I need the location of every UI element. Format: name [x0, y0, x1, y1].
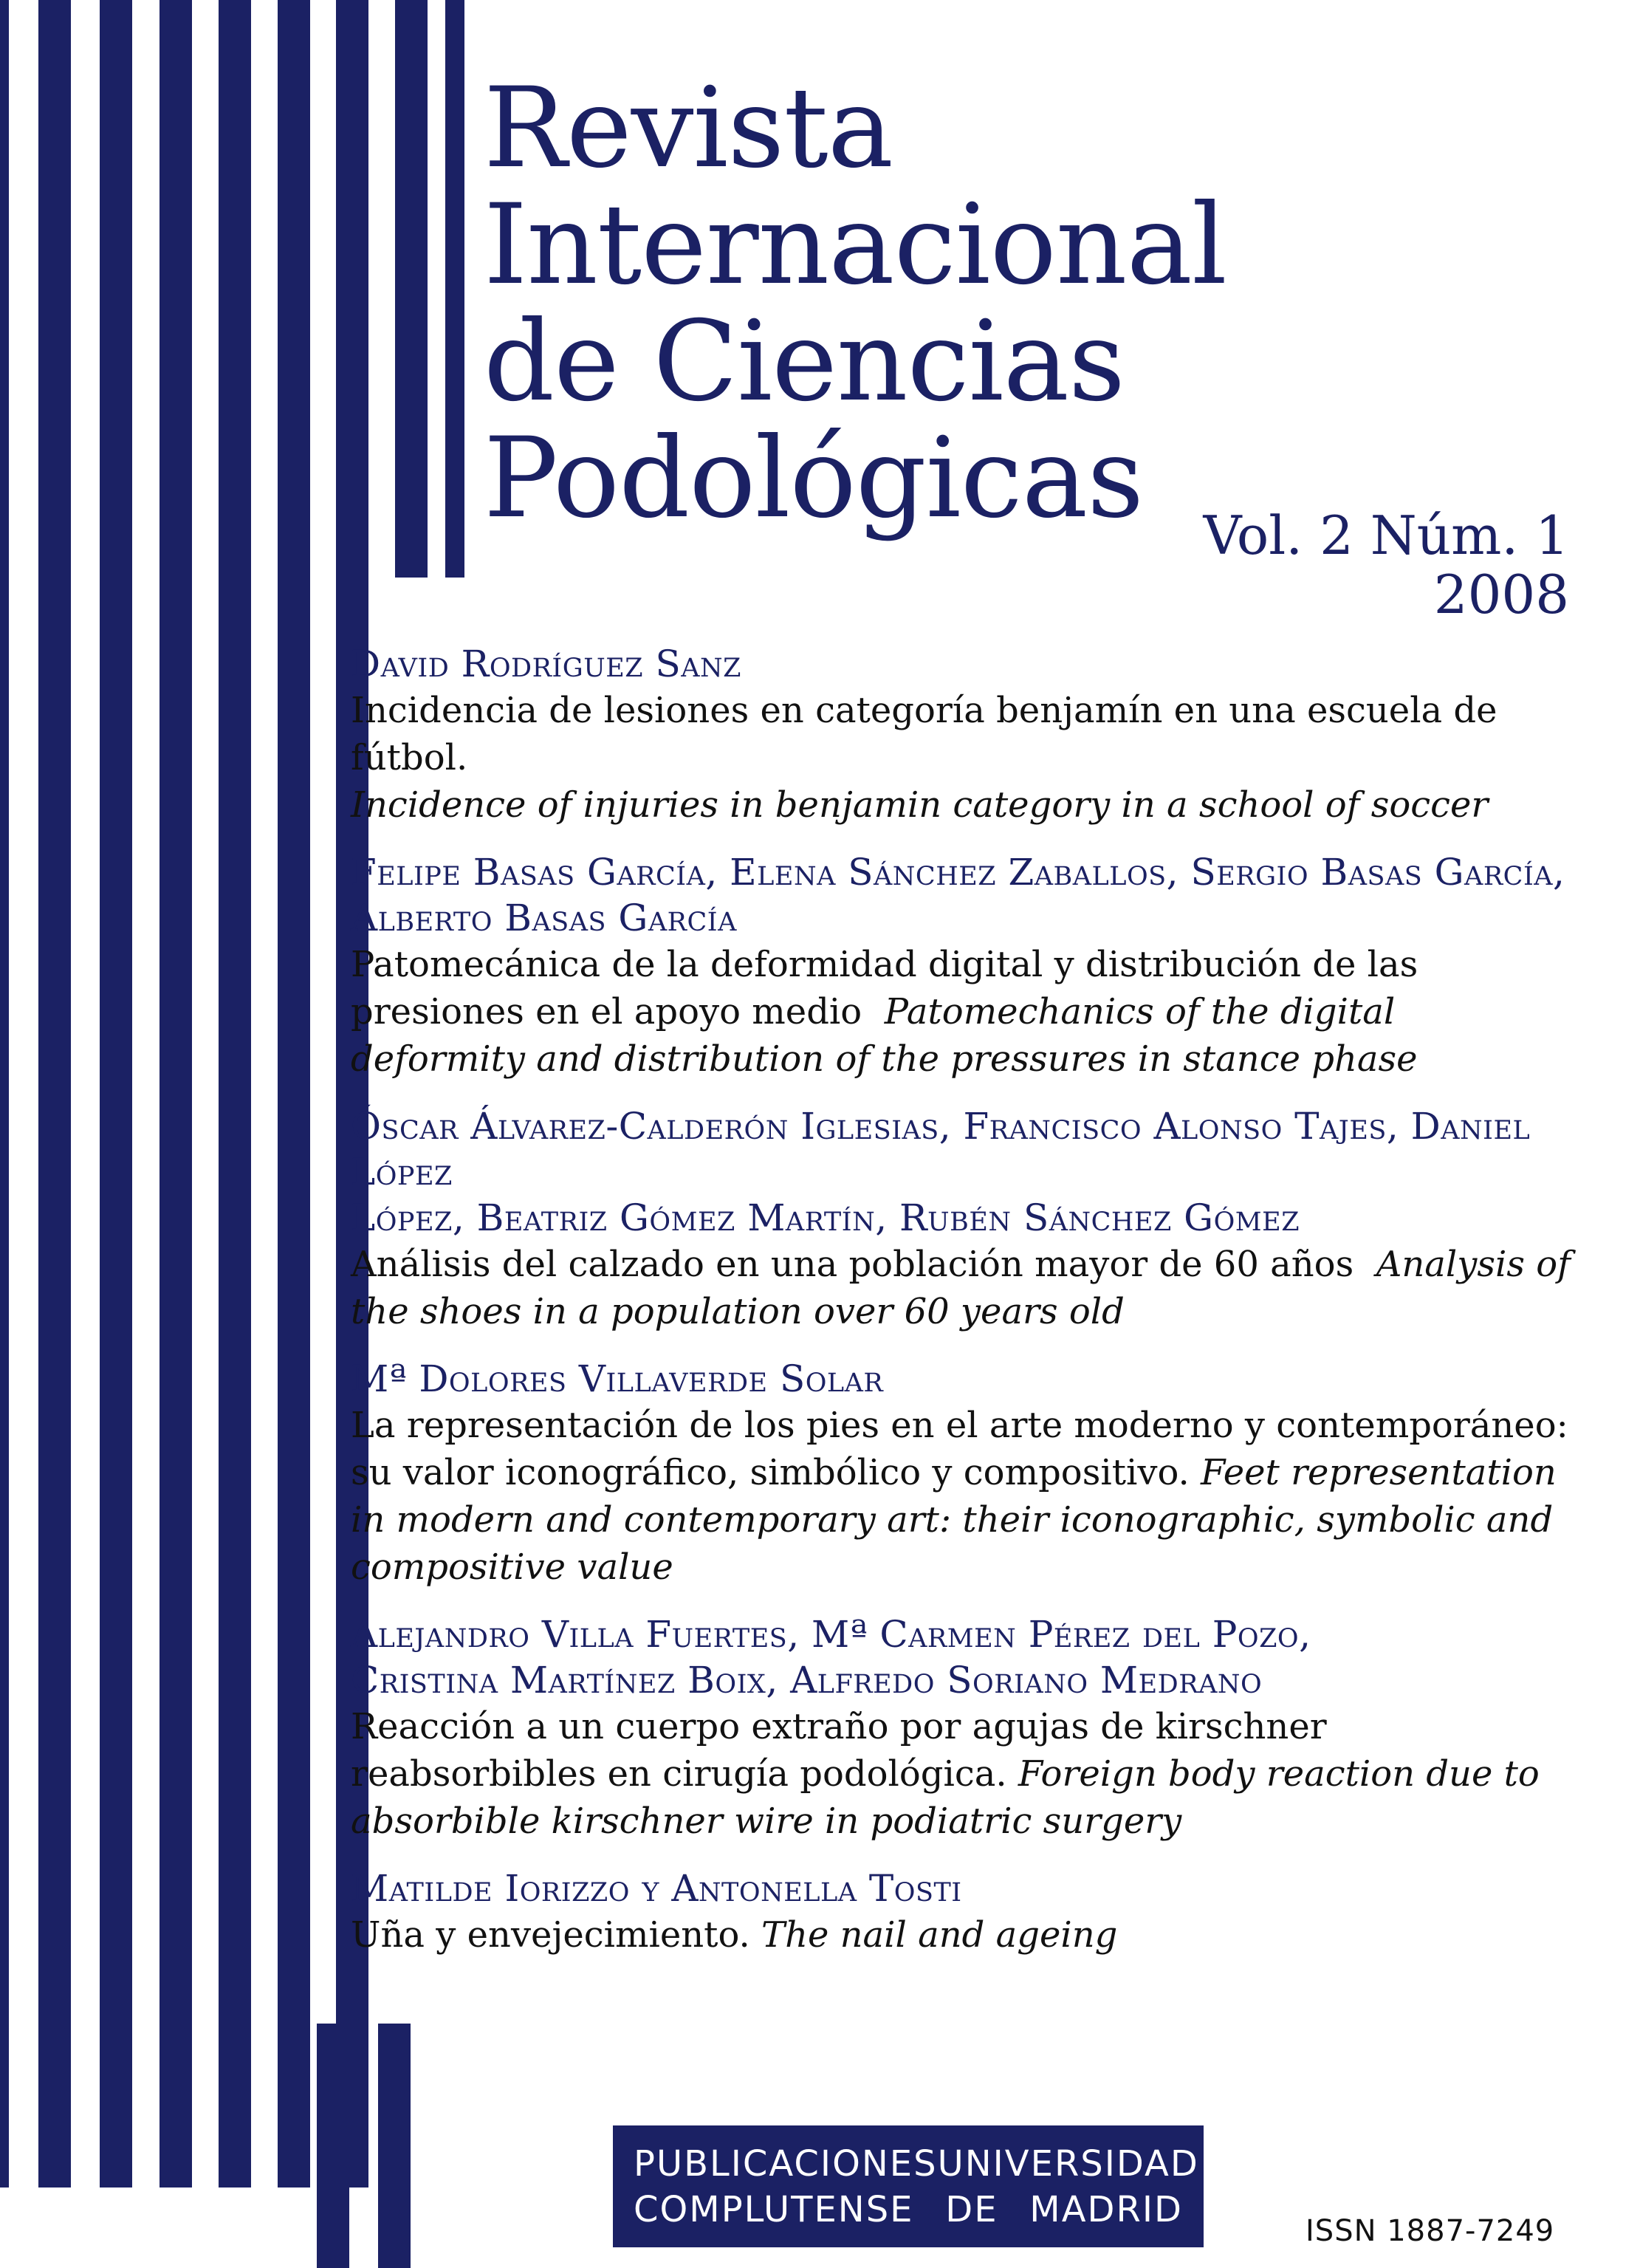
issn-label: ISSN 1887-7249 [1306, 2214, 1555, 2248]
article-authors: Matilde Iorizzo y Antonella Tosti [351, 1867, 962, 1910]
title-en: Patomechanics of the digital deformity and distribution of the pressures in stance phase [351, 991, 1418, 1080]
title-en: Foreign body reaction due to absorbible kirschner wire in podiatric surgery [351, 1753, 1540, 1842]
article-authors: David Rodríguez Sanz [351, 643, 741, 685]
publisher-box [613, 2125, 1204, 2247]
article-authors [351, 1103, 1576, 1241]
title-line: de Ciencias [484, 298, 1125, 426]
stripe [100, 0, 132, 2188]
title-es: Análisis del calzado en una población mayor de 60 años [351, 1244, 1354, 1285]
stripe [378, 2024, 411, 2268]
stripe [317, 2024, 349, 2268]
article-entry [351, 1356, 1576, 1591]
stripe [278, 0, 310, 2188]
publisher-word: MADRID [1029, 2188, 1183, 2230]
article-entry [351, 1103, 1576, 1335]
article-entry [351, 1866, 1576, 1959]
title-es: La representación de los pies en el arte moderno y contemporáneo: su valor iconográfico, simbólico y compositivo. [351, 1405, 1568, 1493]
stripe [445, 0, 464, 578]
stripe [395, 0, 428, 578]
article-authors [351, 849, 1576, 941]
title-es: Incidencia de lesiones en categoría benjamín en una escuela de fútbol. [351, 690, 1497, 778]
author-line: Cristina Martínez Boix, Alfredo Soriano Medrano [351, 1659, 1263, 1702]
journal-title [484, 64, 1591, 543]
publisher-word: DE [945, 2188, 998, 2230]
publisher-word: UNIVERSIDAD [937, 2142, 1199, 2185]
article-titles [351, 1402, 1576, 1591]
volume-info: Vol. 2 Núm. 1 2008 [1203, 504, 1569, 626]
article-entry [351, 641, 1576, 829]
author-line: López, Beatriz Gómez Martín, Rubén Sánchez Gómez [351, 1196, 1300, 1239]
title-en: Incidence of injuries in benjamin category in a school of soccer [351, 784, 1489, 826]
article-titles [351, 1911, 1576, 1959]
stripe [0, 0, 9, 2188]
title-line: Podológicas [484, 414, 1144, 543]
publisher-word: PUBLICACIONES [634, 2142, 938, 2185]
title-es: Patomecánica de la deformidad digital y distribución de las presiones en el apoyo medio [351, 944, 1418, 1032]
publisher-row [634, 2187, 1183, 2233]
article-entry [351, 849, 1576, 1083]
article-titles [351, 1241, 1576, 1335]
title-en: Analysis of the shoes in a population over 60 years old [351, 1244, 1571, 1332]
table-of-contents [351, 641, 1576, 1979]
title-es: Reacción a un cuerpo extraño por agujas de kirschner reabsorbibles en cirugía podológica. [351, 1706, 1327, 1795]
title-en: Feet representation in modern and contemporary art: their iconographic, symbolic and compositive value [351, 1452, 1557, 1588]
article-titles [351, 687, 1576, 829]
publisher-word: COMPLUTENSE [634, 2188, 914, 2230]
article-authors [351, 1611, 1576, 1703]
author-line: Alberto Basas García [351, 897, 737, 939]
title-es: Uña y envejecimiento. [351, 1914, 750, 1956]
stripe [38, 0, 71, 2188]
stripe [159, 0, 192, 2188]
article-titles [351, 941, 1576, 1083]
stripe [219, 0, 251, 2188]
article-authors: Mª Dolores Villaverde Solar [351, 1357, 884, 1400]
author-line: Alejandro Villa Fuertes, Mª Carmen Pérez del Pozo, [351, 1613, 1311, 1656]
article-entry [351, 1611, 1576, 1845]
title-en: The nail and ageing [761, 1914, 1118, 1956]
author-line: Felipe Basas García, Elena Sánchez Zaballos, Sergio Basas García, [351, 851, 1565, 894]
publisher-row [634, 2141, 1199, 2187]
author-line: Óscar Álvarez-Calderón Iglesias, Francisco Alonso Tajes, Daniel López [351, 1105, 1531, 1193]
article-titles [351, 1703, 1576, 1845]
title-line: Revista Internacional [484, 64, 1226, 309]
